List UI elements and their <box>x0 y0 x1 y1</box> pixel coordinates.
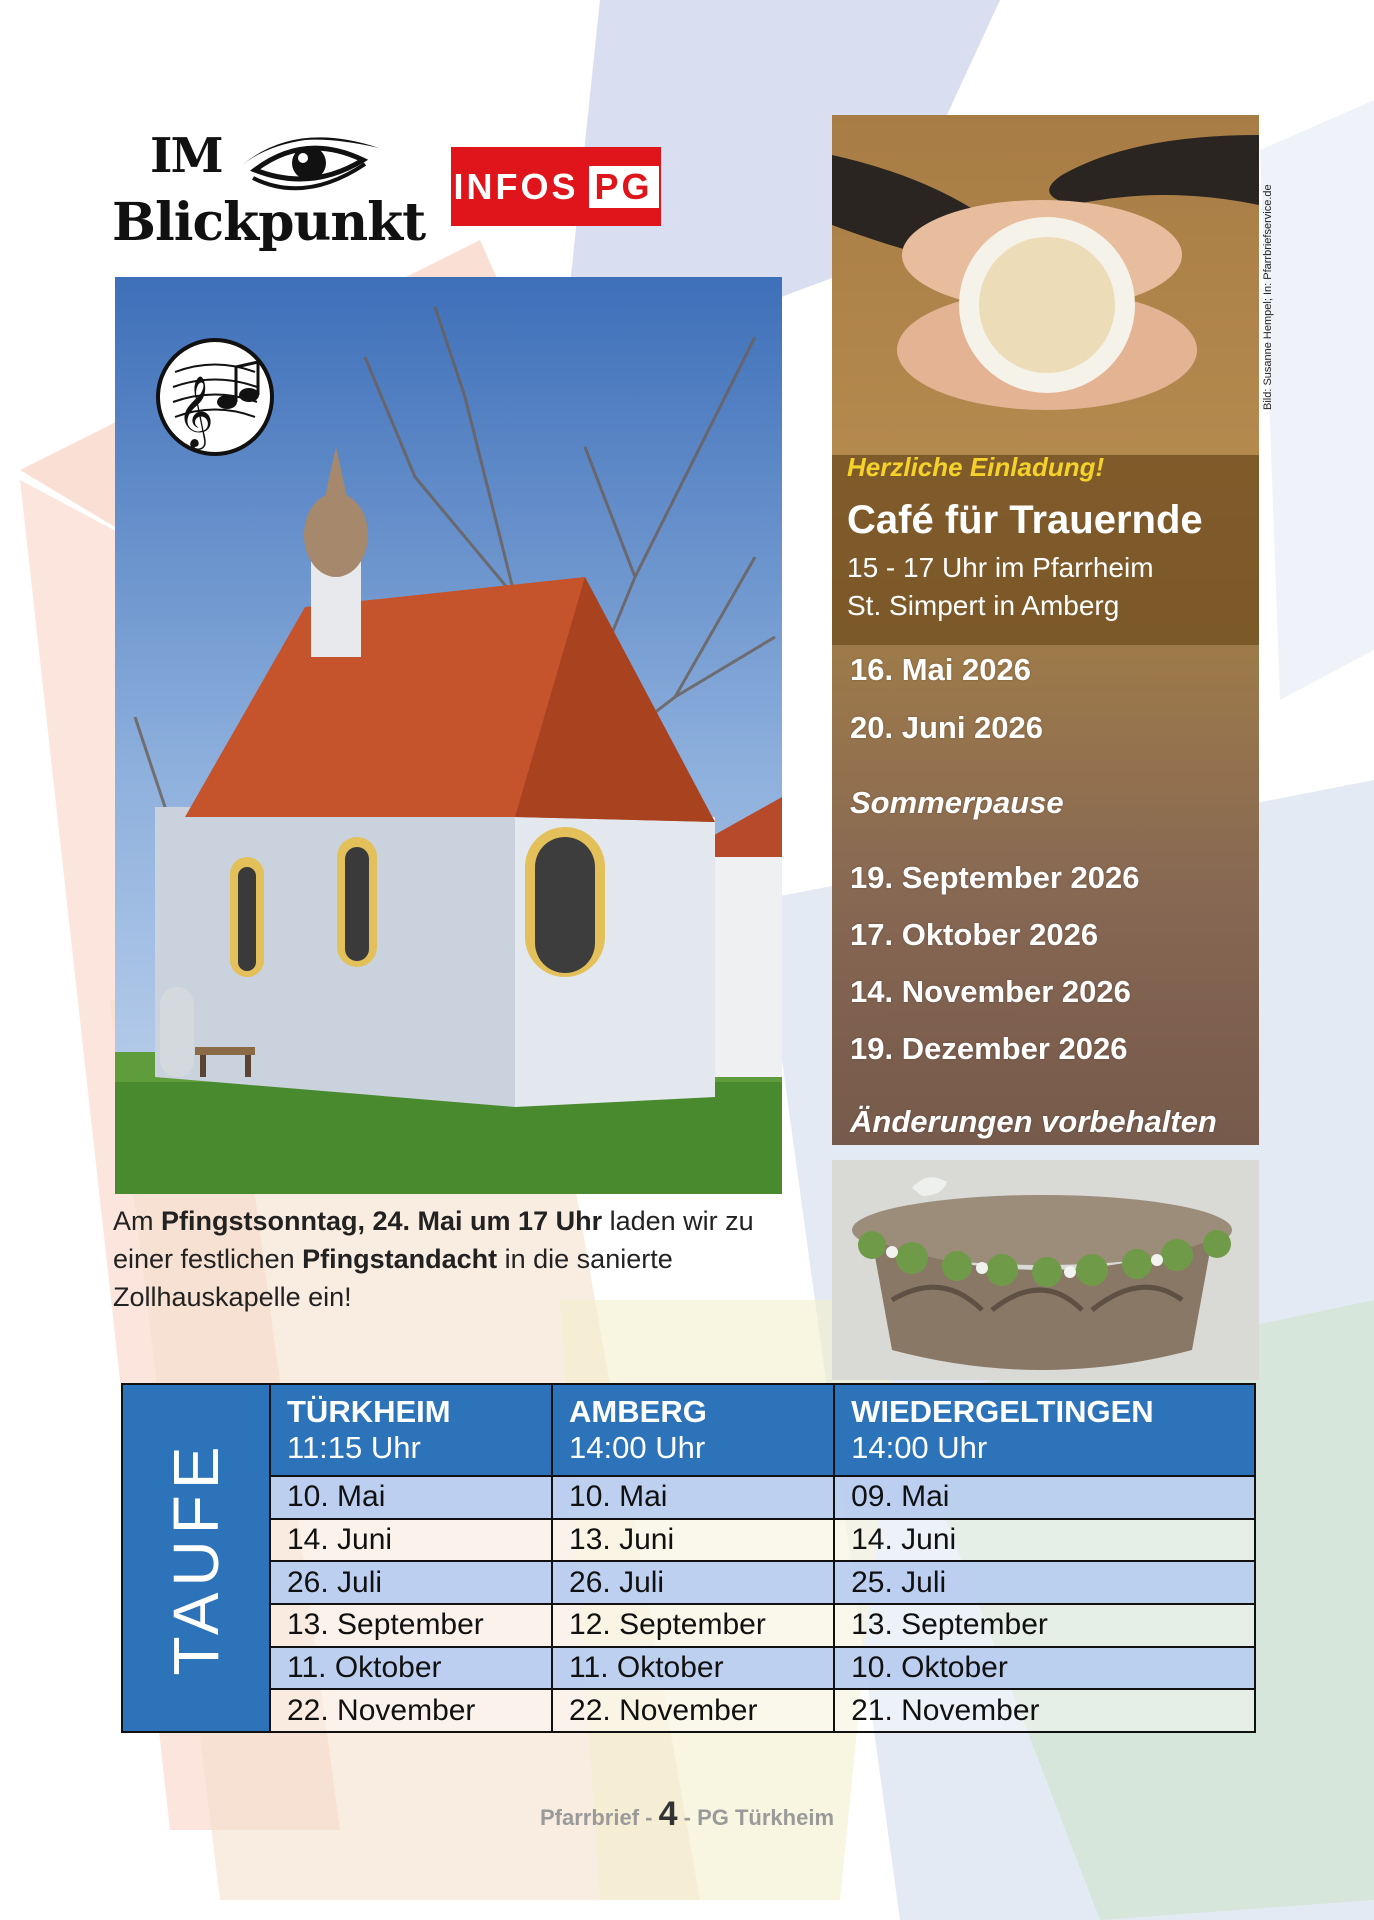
cafe-invite: Herzliche Einladung! <box>847 452 1105 482</box>
table-cell: 26. Juli <box>270 1561 552 1604</box>
cafe-date: 14. November 2026 <box>850 974 1131 1009</box>
logo-im-text: IM <box>150 128 222 184</box>
table-cell: 11. Oktober <box>270 1647 552 1690</box>
baptismal-font-photo <box>832 1160 1259 1380</box>
caption-text: laden wir zu einer festlichen <box>113 1206 754 1274</box>
table-row <box>122 1519 1255 1562</box>
cafe-date: 19. Dezember 2026 <box>850 1031 1128 1066</box>
table-cell: 10. Mai <box>270 1476 552 1519</box>
table-cell: 14. Juni <box>834 1519 1255 1562</box>
table-cell: 21. November <box>834 1689 1255 1732</box>
taufe-label-cell <box>122 1384 270 1732</box>
table-cell: 12. September <box>552 1604 834 1647</box>
page-number: 4 <box>658 1795 678 1833</box>
column-header-wiedergeltingen: WIEDERGELTINGEN 14:00 Uhr <box>834 1384 1255 1476</box>
music-notes-icon <box>158 340 272 454</box>
table-row <box>122 1689 1255 1732</box>
cafe-summer-pause: Sommerpause <box>850 785 1064 820</box>
cafe-note: Änderungen vorbehalten <box>850 1104 1217 1139</box>
column-header-amberg: AMBERG 14:00 Uhr <box>552 1384 834 1476</box>
table-cell: 11. Oktober <box>552 1647 834 1690</box>
table-row <box>122 1647 1255 1690</box>
photo-credit: Bild: Susanne Hempel; In: Pfarrbriefservice.de <box>1262 184 1274 410</box>
chapel-caption <box>113 1202 793 1316</box>
table-cell: 22. November <box>552 1689 834 1732</box>
taufe-table <box>121 1383 1256 1733</box>
logo-blickpunkt-text: Blickpunkt <box>112 192 426 253</box>
cafe-date: 17. Oktober 2026 <box>850 917 1099 952</box>
badge-pg-label: PG <box>589 166 659 208</box>
svg-text:𝄞: 𝄞 <box>177 374 214 447</box>
table-cell: 09. Mai <box>834 1476 1255 1519</box>
cafe-place: St. Simpert in Amberg <box>847 590 1120 621</box>
table-cell: 10. Oktober <box>834 1647 1255 1690</box>
cafe-time: 15 - 17 Uhr im Pfarrheim <box>847 552 1154 583</box>
footer-right: - PG Türkheim <box>683 1805 834 1830</box>
caption-event-highlight: Pfingstandacht <box>302 1244 498 1274</box>
table-cell: 13. September <box>270 1604 552 1647</box>
eye-icon <box>235 118 385 202</box>
taufe-label: TAUFE <box>160 1440 232 1676</box>
cafe-date: 16. Mai 2026 <box>850 652 1031 687</box>
table-cell: 25. Juli <box>834 1561 1255 1604</box>
table-cell: 10. Mai <box>552 1476 834 1519</box>
cafe-title: Café für Trauernde <box>847 498 1203 542</box>
caption-text: in die sanierte Zollhauskapelle ein! <box>113 1244 673 1312</box>
cafe-date: 19. September 2026 <box>850 860 1140 895</box>
infos-pg-badge <box>451 147 661 226</box>
table-row <box>122 1561 1255 1604</box>
caption-date-highlight: Pfingstsonntag, 24. Mai um 17 Uhr <box>161 1206 603 1236</box>
table-cell: 14. Juni <box>270 1519 552 1562</box>
page-footer <box>0 1795 1374 1834</box>
cafe-date: 20. Juni 2026 <box>850 710 1044 745</box>
table-cell: 13. September <box>834 1604 1255 1647</box>
table-row <box>122 1476 1255 1519</box>
column-header-tuerkheim: TÜRKHEIM 11:15 Uhr <box>270 1384 552 1476</box>
table-row <box>122 1604 1255 1647</box>
table-cell: 22. November <box>270 1689 552 1732</box>
caption-text: Am <box>113 1206 162 1236</box>
table-cell: 26. Juli <box>552 1561 834 1604</box>
footer-left: Pfarrbrief - <box>539 1805 653 1830</box>
chapel-photo <box>115 277 782 1194</box>
badge-infos-label: INFOS <box>453 165 579 207</box>
table-cell: 13. Juni <box>552 1519 834 1562</box>
